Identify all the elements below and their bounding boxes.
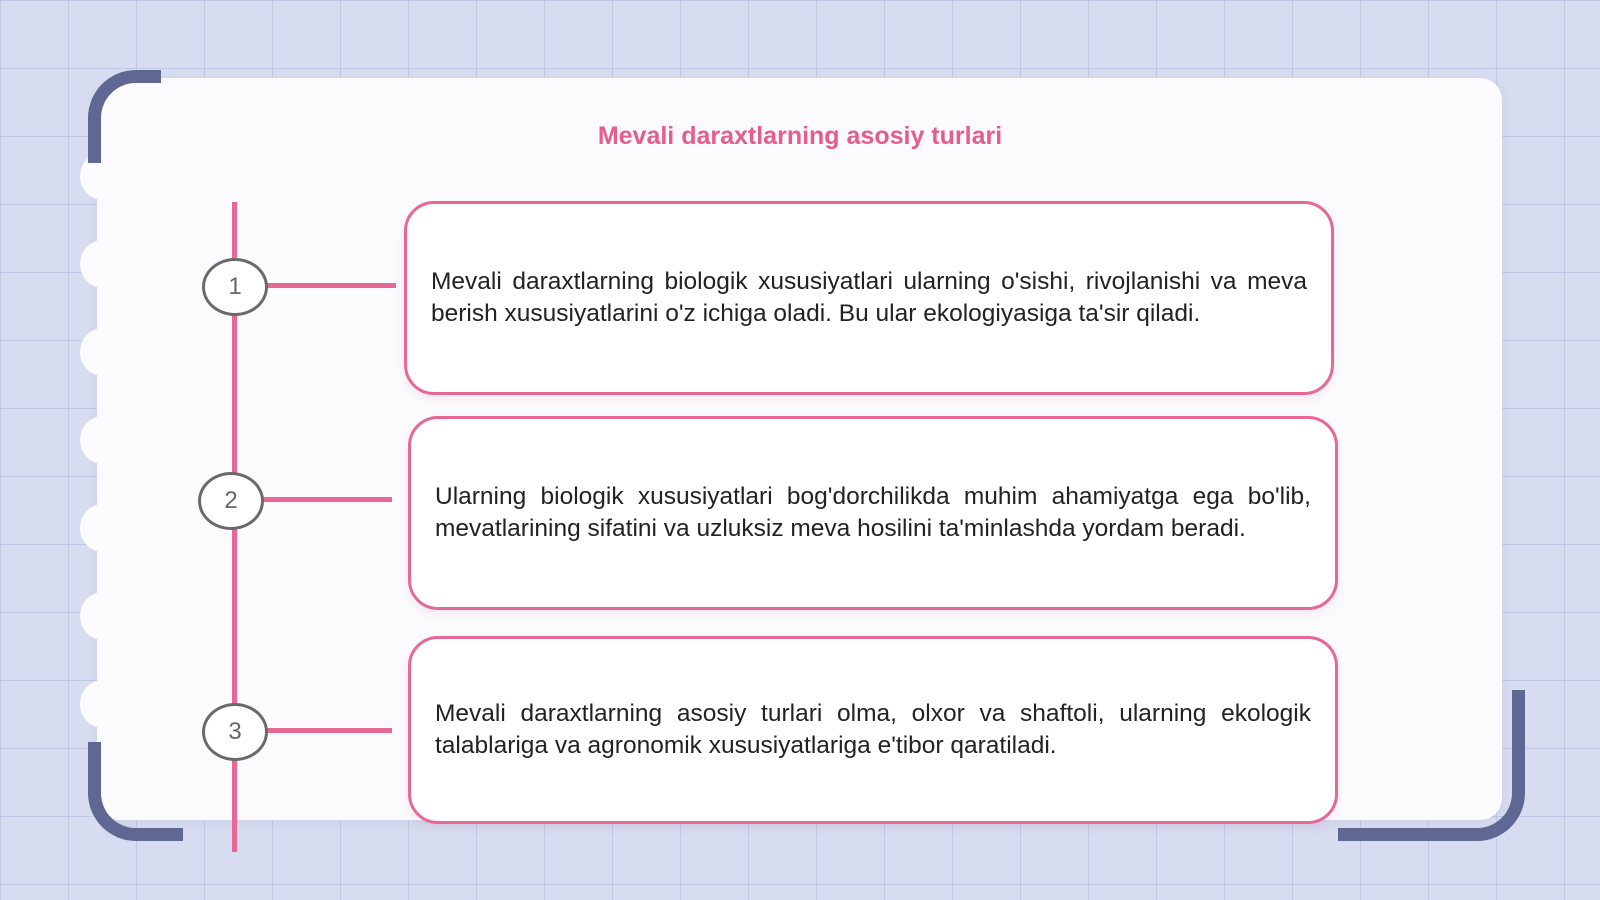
info-box-2 xyxy=(408,416,1338,610)
scallop-decoration xyxy=(80,680,126,728)
info-box-1 xyxy=(404,201,1334,395)
info-text-1: Mevali daraxtlarning biologik xususiyatlari ularning o'sishi, rivojlanishi va meva berish xususiyatlarini o'z ichiga oladi. Bu ular ekologiyasiga ta'sir qiladi. xyxy=(431,268,1307,327)
info-text-2: Ularning biologik xususiyatlari bog'dorchilikda muhim ahamiyatga ega bo'lib, mevatlarining sifatini va uzluksiz meva hosilini ta'minlashda yordam beradi. xyxy=(435,483,1311,542)
scallop-decoration xyxy=(80,240,126,288)
scallop-decoration xyxy=(80,416,126,464)
slide-title: Mevali daraxtlarning asosiy turlari xyxy=(597,122,1003,150)
scallop-decoration xyxy=(80,592,126,640)
corner-bracket-bottom-right xyxy=(1338,690,1525,841)
scallop-decoration xyxy=(80,328,126,376)
timeline-connector-3 xyxy=(266,728,392,733)
step-number-3: 3 xyxy=(202,703,268,761)
step-number-2: 2 xyxy=(198,472,264,530)
info-text-3: Mevali daraxtlarning asosiy turlari olma, olxor va shaftoli, ularning ekologik talablariga va agronomik xususiyatlariga e'tibor qaratiladi. xyxy=(435,700,1311,759)
scallop-decoration xyxy=(80,504,126,552)
timeline-connector-1 xyxy=(266,283,396,288)
timeline-connector-2 xyxy=(262,497,392,502)
info-box-3 xyxy=(408,636,1338,824)
corner-bracket-bottom-left xyxy=(88,742,183,841)
step-number-1: 1 xyxy=(202,258,268,316)
